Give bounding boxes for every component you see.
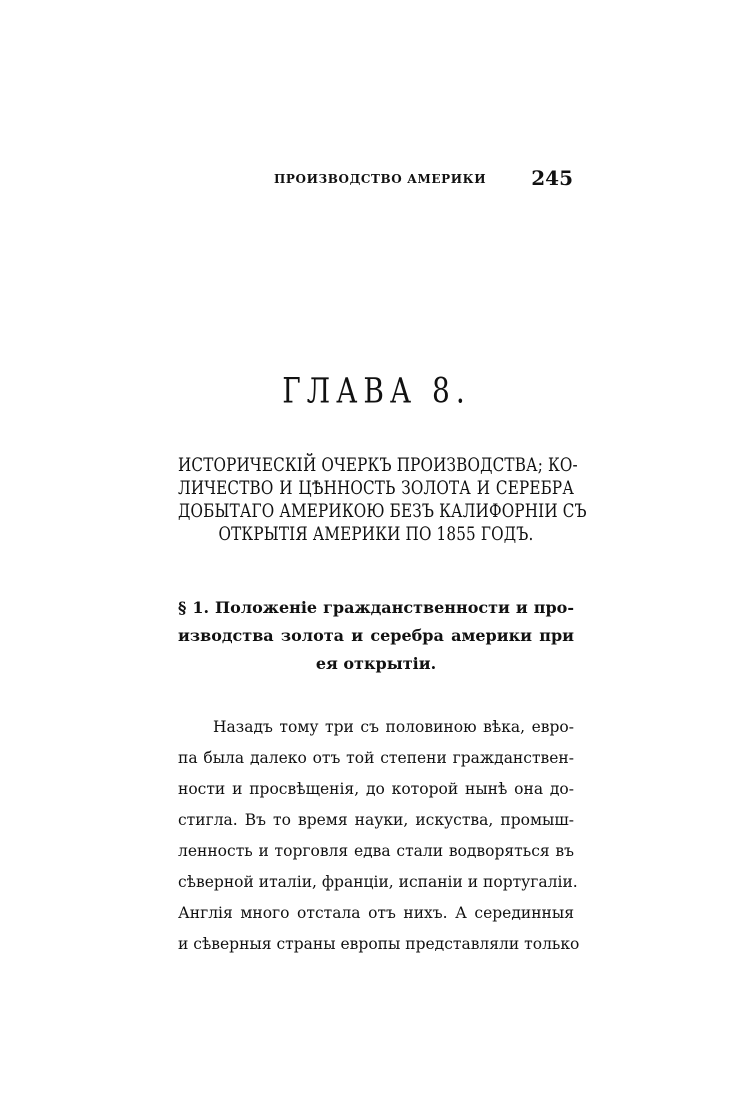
- chapter-summary-line: ИСТОРИЧЕСКІЙ ОЧЕРКЪ ПРОИЗВОДСТВА; КО-: [178, 454, 578, 476]
- body-line: Англія много отстала отъ нихъ. А серединныя: [178, 904, 574, 922]
- body-paragraph: [178, 712, 580, 960]
- section-heading-line: ея открытіи.: [315, 654, 437, 673]
- body-line: стигла. Въ то время науки, искуства, промыш-: [178, 811, 574, 829]
- running-head: [180, 166, 573, 196]
- running-title: ПРОИЗВОДСТВО АМЕРИКИ: [274, 172, 487, 186]
- body-line: сѣверной италіи, франціи, испаніи и португаліи.: [178, 873, 578, 891]
- chapter-summary-line: ЛИЧЕСТВО И ЦѢННОСТЬ ЗОЛОТА И СЕРЕБРА: [178, 477, 574, 499]
- body-line: Назадъ тому три съ половиною вѣка, евро-: [213, 718, 574, 736]
- body-line: и сѣверныя страны европы представляли только: [178, 935, 580, 953]
- section-heading-line: § 1. Положеніе гражданственности и про-: [178, 598, 574, 617]
- section-heading-line: изводства золота и серебра америки при: [178, 626, 574, 645]
- page-number: 245: [531, 166, 573, 190]
- body-line: ности и просвѣщенія, до которой нынѣ она до-: [178, 780, 574, 798]
- section-heading: [178, 594, 574, 678]
- body-line: па была далеко отъ той степени гражданствен-: [178, 749, 574, 767]
- chapter-summary-line: ОТКРЫТІЯ АМЕРИКИ ПО 1855 ГОДЪ.: [218, 523, 534, 545]
- chapter-summary-line: ДОБЫТАГО АМЕРИКОЮ БЕЗЪ КАЛИФОРНІИ СЪ: [178, 500, 587, 522]
- chapter-summary: [178, 454, 587, 546]
- body-line: ленность и торговля едва стали водворяться въ: [178, 842, 574, 860]
- chapter-heading: ГЛАВА 8.: [282, 370, 471, 412]
